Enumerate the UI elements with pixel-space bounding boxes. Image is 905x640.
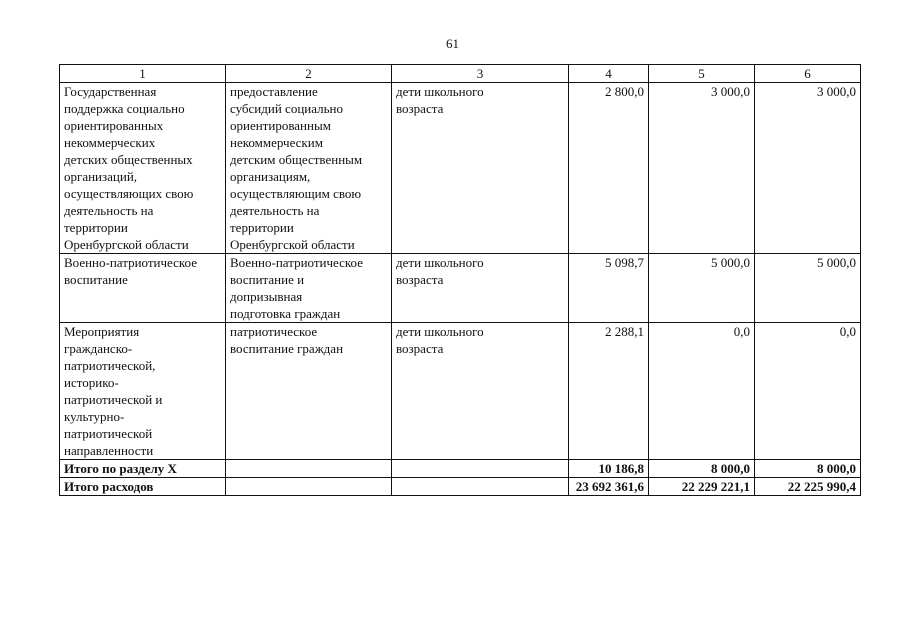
value-cell-col6: 0,0 [755, 323, 861, 460]
header-row [60, 65, 861, 83]
activity-cell: Военно-патриотическое воспитание и допризывная подготовка граждан [226, 254, 392, 323]
total-value-col6: 8 000,0 [755, 460, 861, 478]
column-header: 6 [755, 65, 861, 83]
table-row [60, 323, 861, 460]
value-cell-col4: 5 098,7 [569, 254, 649, 323]
page-number: 61 [446, 36, 459, 51]
column-header: 2 [226, 65, 392, 83]
column-header: 3 [392, 65, 569, 83]
column-header: 1 [60, 65, 226, 83]
grand-total-row [60, 478, 861, 496]
value-cell-col5: 3 000,0 [649, 83, 755, 254]
column-header: 4 [569, 65, 649, 83]
table-row [60, 83, 861, 254]
total-value-col5: 8 000,0 [649, 460, 755, 478]
table-row [60, 254, 861, 323]
empty-cell [392, 478, 569, 496]
value-cell-col6: 5 000,0 [755, 254, 861, 323]
empty-cell [226, 460, 392, 478]
expenditure-table [59, 64, 861, 496]
measure-name-cell: Мероприятия гражданско- патриотической, историко- патриотической и культурно- патриотической направленности [60, 323, 226, 460]
activity-cell: патриотическое воспитание граждан [226, 323, 392, 460]
total-label: Итого по разделу X [60, 460, 226, 478]
total-value-col5: 22 229 221,1 [649, 478, 755, 496]
total-value-col4: 23 692 361,6 [569, 478, 649, 496]
total-value-col4: 10 186,8 [569, 460, 649, 478]
total-label: Итого расходов [60, 478, 226, 496]
empty-cell [226, 478, 392, 496]
measure-name-cell: Государственная поддержка социально ориентированных некоммерческих детских общественных организаций, осуществляющих свою деятельность на территории Оренбургской области [60, 83, 226, 254]
value-cell-col4: 2 288,1 [569, 323, 649, 460]
section-total-row [60, 460, 861, 478]
column-header: 5 [649, 65, 755, 83]
measure-name-cell: Военно-патриотическое воспитание [60, 254, 226, 323]
value-cell-col4: 2 800,0 [569, 83, 649, 254]
value-cell-col5: 5 000,0 [649, 254, 755, 323]
target-group-cell: дети школьного возраста [392, 83, 569, 254]
value-cell-col6: 3 000,0 [755, 83, 861, 254]
empty-cell [392, 460, 569, 478]
target-group-cell: дети школьного возраста [392, 323, 569, 460]
value-cell-col5: 0,0 [649, 323, 755, 460]
target-group-cell: дети школьного возраста [392, 254, 569, 323]
total-value-col6: 22 225 990,4 [755, 478, 861, 496]
activity-cell: предоставление субсидий социально ориентированным некоммерческим детским общественным организациям, осуществляющим свою деятельность на территории Оренбургской области [226, 83, 392, 254]
